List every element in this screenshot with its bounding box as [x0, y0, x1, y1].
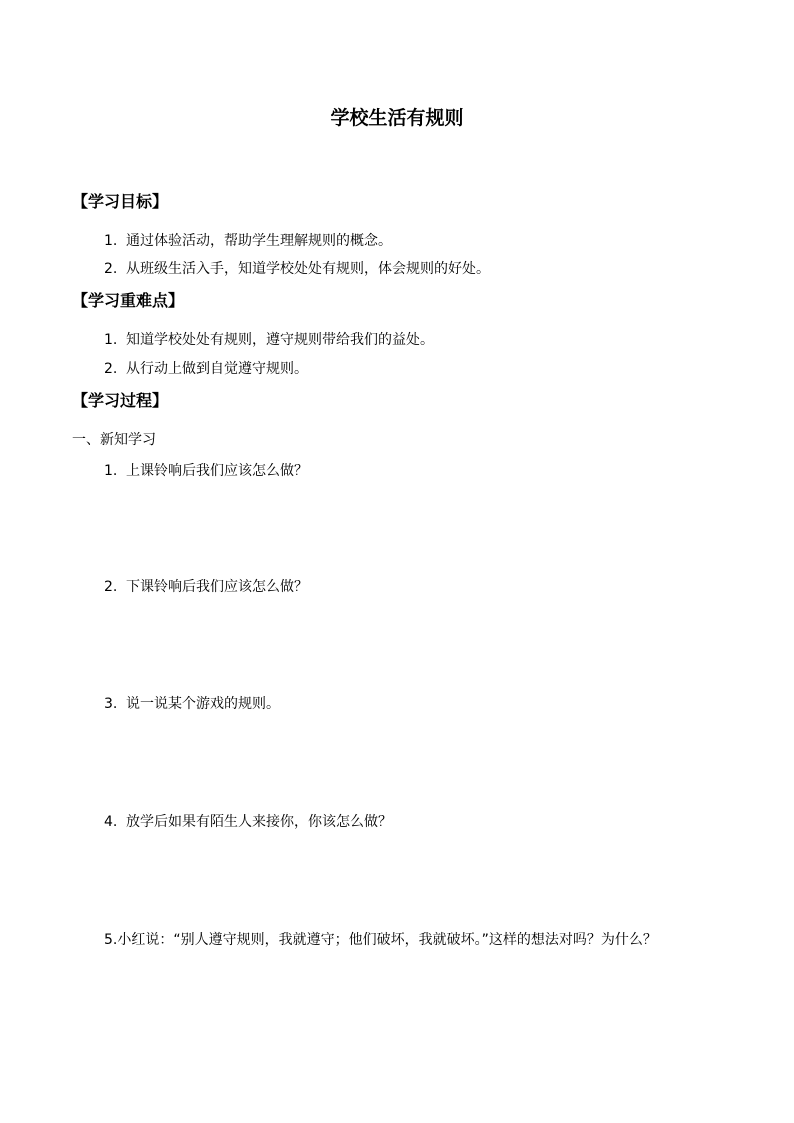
heading-learning-process: 【学习过程】: [72, 391, 169, 410]
goal-item-2-text: 从班级生活入手，知道学校处处有规则，体会规则的好处。: [126, 261, 490, 277]
keypoint-item-1: [104, 330, 434, 350]
goal-item-2-number: 2.: [104, 261, 118, 277]
keypoint-item-2-number: 2.: [104, 361, 118, 377]
part-one-label: 一、新知学习: [72, 432, 156, 448]
question-2-text: 下课铃响后我们应该怎么做？: [126, 579, 308, 595]
goal-item-1: [104, 231, 392, 251]
question-2-number: 2.: [104, 579, 118, 595]
goal-item-1-number: 1.: [104, 233, 118, 249]
question-4-text: 放学后如果有陌生人来接你，你该怎么做？: [126, 814, 392, 830]
heading-key-points: 【学习重难点】: [72, 291, 185, 310]
question-5-text: 小红说：“别人遵守规则，我就遵守；他们破坏，我就破坏。”这样的想法对吗？为什么？: [117, 932, 657, 948]
goal-item-1-text: 通过体验活动，帮助学生理解规则的概念。: [126, 233, 392, 249]
keypoint-item-2: [104, 359, 308, 379]
question-1-number: 1.: [104, 463, 118, 479]
question-5: [72, 928, 732, 952]
question-1: [104, 461, 308, 481]
question-3: [104, 694, 280, 714]
keypoint-item-1-number: 1.: [104, 332, 118, 348]
page-title: 学校生活有规则: [330, 107, 464, 129]
question-1-text: 上课铃响后我们应该怎么做？: [126, 463, 308, 479]
question-2: [104, 577, 308, 597]
keypoint-item-2-text: 从行动上做到自觉遵守规则。: [126, 361, 308, 377]
question-3-number: 3.: [104, 696, 118, 712]
question-4-number: 4.: [104, 814, 118, 830]
question-3-text: 说一说某个游戏的规则。: [126, 696, 280, 712]
goal-item-2: [104, 259, 490, 279]
keypoint-item-1-text: 知道学校处处有规则，遵守规则带给我们的益处。: [126, 332, 434, 348]
question-5-number: 5.: [104, 932, 118, 948]
question-4: [104, 812, 392, 832]
heading-learning-goals: 【学习目标】: [72, 192, 169, 211]
